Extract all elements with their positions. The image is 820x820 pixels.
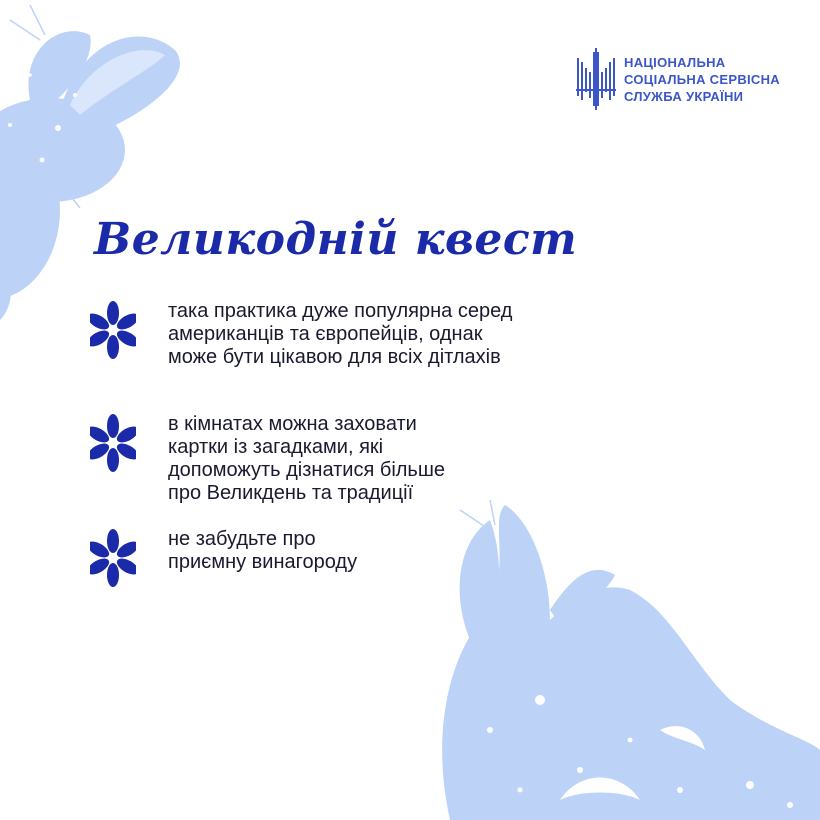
bullet-text [168,300,512,369]
nssu-logo [574,46,780,112]
post-title: Великодній квест [94,214,578,265]
bullet-line: приємну винагороду [168,551,358,573]
bunny-top-left-icon [0,0,230,320]
bullet-text [168,528,357,574]
organization-name-line-1: НАЦІОНАЛЬНА [624,54,726,70]
bullet-text [168,413,445,505]
bullet-line: може бути цікавою для всіх дітлахів [168,346,501,368]
organization-name [624,54,780,105]
bullet-line: така практика дуже популярна серед [168,300,513,322]
bullet-line: американців та європейців, однак [168,323,483,345]
bullet-line: допоможуть дізнатися більше [168,459,446,481]
trident-emblem-icon [574,46,618,112]
organization-name-line-3: СЛУЖБА УКРАЇНИ [624,88,744,104]
bullet-line: не забудьте про [168,528,316,550]
flower-icon [90,413,136,473]
bunny-bottom-right-icon [430,500,820,820]
bullet-line: картки із загадками, які [168,436,384,458]
flower-icon [90,300,136,360]
bullet-line: про Великдень та традиції [168,482,414,504]
flower-icon [90,528,136,588]
bullet-line: в кімнатах можна заховати [168,413,417,435]
organization-name-line-2: СОЦІАЛЬНА СЕРВІСНА [624,71,780,87]
